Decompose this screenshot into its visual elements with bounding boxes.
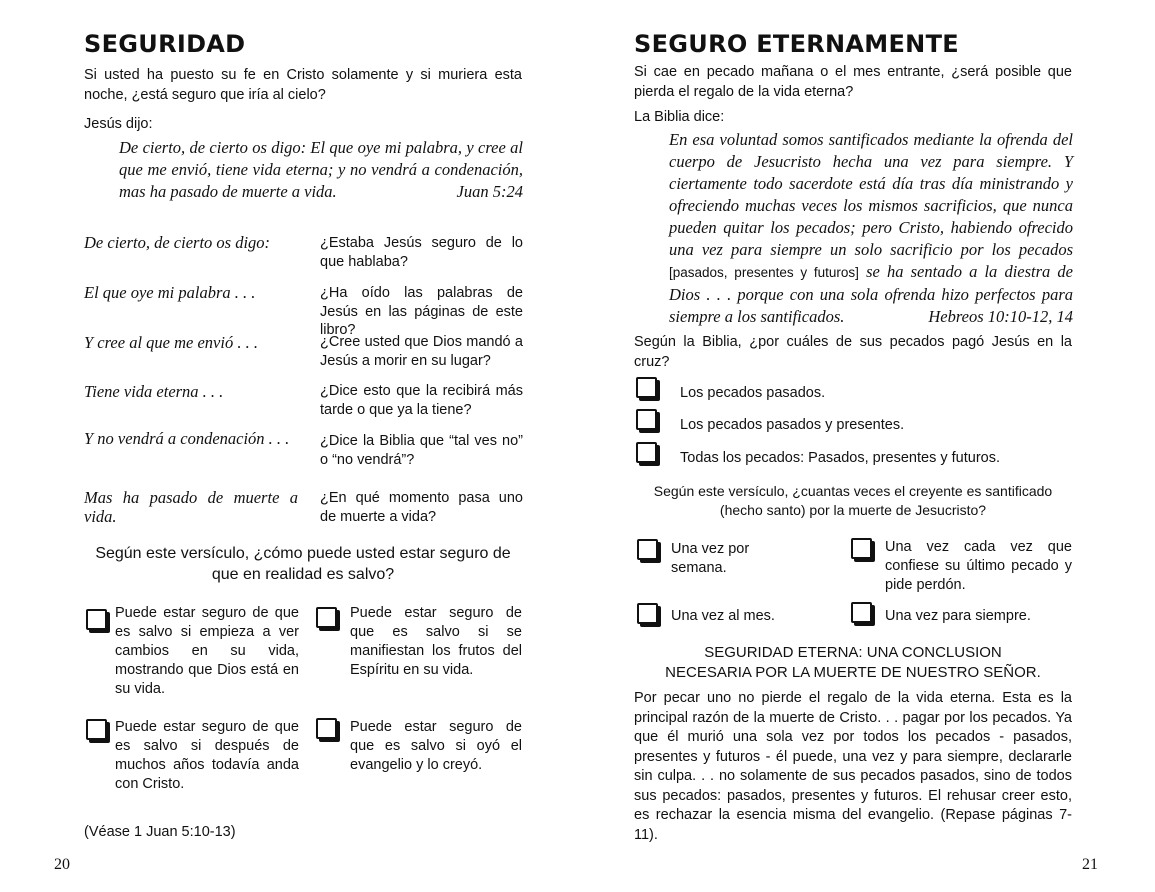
phrase-3: Y cree al que me envió . . . — [84, 333, 258, 352]
sins-option-1: Los pecados pasados. — [680, 385, 826, 401]
checkbox-option-4[interactable] — [316, 718, 337, 739]
verse-text-part1: En esa voluntad somos santificados mediante la ofrenda del cuerpo de Jesucristo hecha una vez para siempre. Y ciertamente todo sacerdote está día tras día ministrando y ofreciendo muchas veces los mismos sacrificios, que nunca pueden quitar los pecados; pero Cristo, habiendo ofrecido una vez para siempre un solo sacrificio por los pecados — [669, 130, 1073, 259]
question-1: ¿Estaba Jesús seguro de lo que hablaba? — [320, 235, 523, 270]
intro-text: Si cae en pecado mañana o el mes entrante, ¿será posible que pierda el regalo de la vida eterna? — [634, 64, 1072, 100]
freq-option-1: Una vez por semana. — [671, 541, 750, 576]
intro-text: Si usted ha puesto su fe en Cristo solamente y si muriera esta noche, ¿está seguro que iría al cielo? — [84, 67, 522, 103]
checkbox-freq-4[interactable] — [851, 602, 872, 623]
freq-option-3: Una vez al mes. — [671, 608, 775, 624]
section-subtitle — [634, 643, 1072, 683]
checkbox-sins-2[interactable] — [636, 409, 657, 430]
option-2-text: Puede estar seguro de que es salvo si se manifiestan los frutos del Espíritu en su vida. — [350, 605, 522, 678]
verse-text: De cierto, de cierto os digo: El que oye mi palabra, y cree al que me envió, tiene vida eterna; y no vendrá a condenación, mas ha pasado de muerte a vida. — [119, 138, 523, 201]
subtitle-line-2: NECESARIA POR LA MUERTE DE NUESTRO SEÑOR. — [665, 664, 1041, 681]
verse-quote — [669, 129, 1073, 328]
phrase-4: Tiene vida eterna . . . — [84, 382, 224, 401]
page-title: SEGURIDAD — [84, 30, 246, 58]
freq-option-4: Una vez para siempre. — [885, 608, 1031, 624]
phrase-1: De cierto, de cierto os digo: — [84, 233, 271, 252]
sins-option-3: Todas los pecados: Pasados, presentes y futuros. — [680, 450, 1000, 466]
verse-text-part2: se ha sentado a la diestra de Dios . . . porque con una sola ofrenda hizo perfectos para siempre a los santificados. — [669, 262, 1074, 326]
verse-reference: Hebreos 10:10-12, 14 — [928, 307, 1073, 326]
checkbox-sins-1[interactable] — [636, 377, 657, 398]
question-4: ¿Dice esto que la recibirá más tarde o que ya la tiene? — [320, 383, 523, 418]
checkbox-sins-3[interactable] — [636, 442, 657, 463]
phrase-2: El que oye mi palabra . . . — [84, 283, 256, 302]
page-title: SEGURO ETERNAMENTE — [634, 30, 959, 58]
see-also-reference: (Véase 1 Juan 5:10-13) — [84, 824, 236, 840]
assurance-question: Según este versículo, ¿cómo puede usted estar seguro de que en realidad es salvo? — [95, 545, 511, 583]
page-number: 20 — [54, 856, 70, 873]
checkbox-option-2[interactable] — [316, 607, 337, 628]
checkbox-option-3[interactable] — [86, 719, 107, 740]
conclusion-text: Por pecar uno no pierde el regalo de la vida eterna. Esta es la principal razón de la muerte de Cristo. . . pagar por los pecados. Ya que él murió una sola vez por todos los pecados - pasados, presentes y futuros - él puede, una vez y para siempre, declararle sin culpa. . . no solamente de sus pecados pasados, sino de todos sus pecados: pasados, presentes y futuros. El rehusar creer esto, es rechazar la esencia misma del evangelio. (Repase páginas 7-11). — [634, 690, 1072, 843]
checkbox-option-1[interactable] — [86, 609, 107, 630]
verse-reference: Juan 5:24 — [456, 182, 523, 201]
question-5: ¿Dice la Biblia que “tal ves no” o “no vendrá”? — [320, 433, 523, 468]
sins-question: Según la Biblia, ¿por cuáles de sus pecados pagó Jesús en la cruz? — [634, 334, 1072, 370]
checkbox-freq-1[interactable] — [637, 539, 658, 560]
sanctified-question: Según este versículo, ¿cuantas veces el creyente es santificado (hecho santo) por la muerte de Jesucristo? — [653, 483, 1053, 518]
checkbox-freq-3[interactable] — [637, 603, 658, 624]
option-1-text: Puede estar seguro de que es salvo si empieza a ver cambios en su vida, mostrando que Dios está en su vida. — [115, 605, 299, 697]
option-4-text: Puede estar seguro de que es salvo si oyó el evangelio y lo creyó. — [350, 719, 522, 773]
verse-insert: [pasados, presentes y futuros] — [669, 265, 859, 280]
freq-option-2: Una vez cada vez que confiese su último pecado y pide perdón. — [885, 539, 1072, 593]
phrase-6: Mas ha pasado de muerte a vida. — [84, 488, 298, 526]
jesus-said-label: Jesús dijo: — [84, 116, 153, 132]
question-3: ¿Cree usted que Dios mandó a Jesús a morir en su lugar? — [320, 334, 523, 369]
option-3-text: Puede estar seguro de que es salvo si después de muchos años todavía anda con Cristo. — [115, 719, 299, 792]
left-page — [0, 0, 577, 892]
page-number: 21 — [1082, 856, 1098, 873]
checkbox-freq-2[interactable] — [851, 538, 872, 559]
phrase-5: Y no vendrá a condenación . . . — [84, 429, 290, 448]
question-2: ¿Ha oído las palabras de Jesús en las páginas de este libro? — [320, 285, 523, 338]
verse-quote — [119, 137, 523, 203]
bible-says-label: La Biblia dice: — [634, 109, 725, 125]
sins-option-2: Los pecados pasados y presentes. — [680, 417, 905, 433]
subtitle-line-1: SEGURIDAD ETERNA: UNA CONCLUSION — [704, 644, 1002, 661]
right-page — [578, 0, 1155, 892]
question-6: ¿En qué momento pasa uno de muerte a vida? — [320, 490, 523, 525]
